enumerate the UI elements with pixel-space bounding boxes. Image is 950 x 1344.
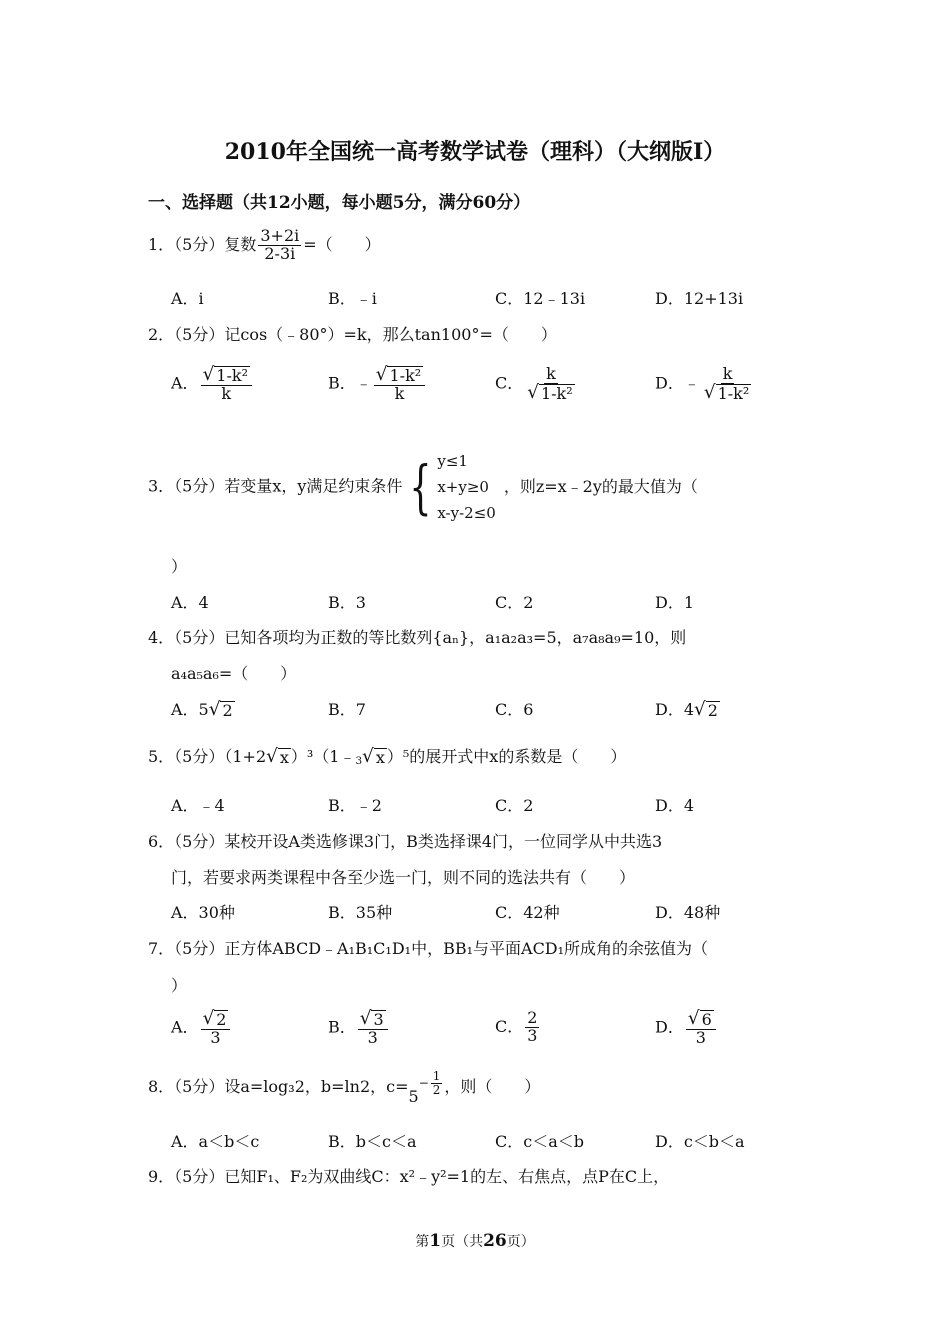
sqrt: √ 3 — [359, 1008, 384, 1030]
question-9-line-1: 9．（5分）已知F₁、F₂为双曲线C：x²﹣y²=1的左、右焦点，点P在C上， — [148, 1167, 670, 1186]
sqrt: √ 2 — [202, 1008, 227, 1030]
option-a: A．﹣4 — [171, 796, 225, 815]
option-b: B．﹣i — [328, 289, 377, 308]
constraint-1: y≤1 — [437, 452, 468, 470]
option-a: A．a＜b＜c — [171, 1132, 260, 1151]
option-label: A．5 — [171, 700, 209, 719]
fraction-denominator — [525, 381, 576, 403]
option-b — [328, 1010, 390, 1046]
fraction-numerator — [374, 366, 425, 386]
sqrt: √ 6 — [687, 1008, 712, 1030]
fraction — [258, 228, 301, 263]
footer-middle: 页（共 — [441, 1234, 484, 1250]
fraction — [358, 1010, 388, 1046]
sqrt: √ 2 — [694, 699, 718, 721]
question-3 — [148, 448, 698, 526]
radicand: 3 — [373, 1010, 384, 1029]
option-label: A． — [171, 373, 199, 393]
sqrt: √ 1-k² — [703, 381, 750, 403]
question-2-text: 2．（5分）记cos（﹣80°）=k，那么tan100°=（ ） — [148, 325, 557, 344]
option-b: B．7 — [328, 700, 366, 719]
question-8-tail: ，则（ ） — [444, 1077, 541, 1096]
radicand: 1-k² — [389, 366, 422, 385]
fraction-numerator: 3+2i — [260, 226, 300, 245]
option-c: C．6 — [495, 700, 534, 719]
radicand: 2 — [222, 701, 233, 721]
fraction — [525, 1010, 539, 1045]
constraint-2: x+y≥0 — [437, 478, 489, 496]
option-label: C． — [495, 1016, 524, 1036]
section-heading: 一、选择题（共12小题，每小题5分，满分60分） — [148, 193, 531, 213]
question-8-text: 8．（5分）设a=log₃2，b=ln2，c= — [148, 1077, 409, 1096]
option-b — [328, 366, 427, 402]
constraint-3: x-y-2≤0 — [437, 504, 496, 522]
option-c: C．42种 — [495, 903, 560, 922]
question-7-line-2: ） — [171, 976, 188, 995]
fraction-numerator — [201, 1010, 231, 1030]
radicand: 6 — [701, 1010, 712, 1029]
fraction-denominator: 3 — [695, 1027, 706, 1047]
fraction-numerator: 1 — [432, 1069, 441, 1083]
option-label: D． — [655, 1017, 684, 1037]
option-d — [655, 697, 720, 720]
fraction — [525, 366, 576, 402]
option-label: B．﹣ — [328, 373, 372, 393]
option-c: C．c＜a＜b — [495, 1132, 584, 1151]
question-1-tail: =（ ） — [303, 234, 381, 254]
fraction-denominator: 3 — [210, 1027, 221, 1047]
question-1 — [148, 228, 381, 263]
fraction-numerator — [358, 1010, 388, 1030]
fraction-numerator — [201, 366, 252, 386]
option-c — [495, 1010, 541, 1045]
option-c: C．2 — [495, 796, 534, 815]
fraction — [686, 1010, 716, 1046]
question-7-line-1: 7．（5分）正方体ABCD﹣A₁B₁C₁D₁中，BB₁与平面ACD₁所成角的余弦值为（ — [148, 939, 709, 958]
option-a: A．i — [171, 289, 204, 308]
sqrt: √ 1-k² — [202, 364, 248, 386]
question-6-line-1: 6．（5分）某校开设A类选修课3门，B类选择课4门，一位同学从中共选3 — [148, 832, 663, 851]
option-label: D．4 — [655, 700, 695, 719]
option-d — [655, 1010, 718, 1046]
fraction — [374, 366, 425, 402]
question-3-tail: ，则z=x﹣2y的最大值为（ — [503, 476, 698, 496]
option-a — [171, 1010, 232, 1046]
option-d — [655, 366, 755, 402]
radicand: 2 — [216, 1010, 227, 1029]
cube-root: 3 √ x — [355, 746, 385, 768]
total-pages: 26 — [483, 1231, 507, 1251]
fraction-numerator: k — [722, 364, 733, 383]
option-a: A．30种 — [171, 903, 235, 922]
option-label: B． — [328, 1017, 356, 1037]
option-b: B．b＜c＜a — [328, 1132, 417, 1151]
footer-prefix: 第 — [415, 1234, 430, 1250]
radicand: 2 — [707, 701, 718, 721]
question-6-line-2: 门，若要求两类课程中各至少选一门，则不同的选法共有（ ） — [171, 868, 636, 887]
option-label: D．﹣ — [655, 373, 700, 393]
footer-suffix: 页） — [506, 1234, 535, 1250]
question-3-continuation: ） — [171, 557, 188, 576]
sqrt: √ 1-k² — [375, 364, 422, 386]
fraction-numerator: 2 — [527, 1008, 538, 1027]
fraction-denominator: 3 — [367, 1027, 378, 1047]
power-exponent — [419, 1070, 445, 1096]
exponent-sign: − — [418, 1076, 429, 1091]
fraction — [431, 1070, 443, 1096]
page-title: 2010年全国统一高考数学试卷（理科）（大纲版Ⅰ） — [224, 139, 726, 165]
root-index: 3 — [355, 754, 363, 767]
fraction-numerator — [686, 1010, 716, 1030]
option-d: D．c＜b＜a — [655, 1132, 745, 1151]
question-5-tail: ）⁵的展开式中x的系数是（ ） — [386, 747, 627, 766]
radicand: 1-k² — [717, 383, 750, 403]
radicand: 1-k² — [216, 366, 248, 385]
sqrt: √ 2 — [208, 699, 233, 721]
fraction-denominator: k — [394, 383, 405, 403]
option-label: C． — [495, 373, 524, 393]
option-label: A． — [171, 1017, 199, 1037]
question-4-line-1: 4．（5分）已知各项均为正数的等比数列{aₙ}，a₁a₂a₃=5，a₇a₈a₉=10，则 — [148, 628, 687, 647]
radicand: 1-k² — [540, 383, 573, 403]
option-a — [171, 366, 254, 402]
option-d: D．4 — [655, 796, 695, 815]
constraint-system: { y≤1 x+y≥0 x-y-2≤0 — [402, 448, 495, 526]
fraction — [702, 366, 753, 402]
option-d: D．48种 — [655, 903, 721, 922]
fraction-denominator: 2 — [432, 1082, 441, 1097]
page-number: 1 — [429, 1231, 442, 1251]
question-5-mid: ）³（1﹣ — [290, 747, 356, 766]
option-d: D．12+13i — [655, 289, 744, 308]
question-5 — [148, 744, 626, 767]
fraction-denominator: 2-3i — [264, 243, 296, 263]
option-c: C．2 — [495, 593, 534, 612]
option-b: B．3 — [328, 593, 366, 612]
fraction — [201, 1010, 231, 1046]
question-4-line-2: a₄a₅a₆=（ ） — [171, 664, 297, 683]
fraction-denominator: k — [221, 383, 232, 403]
option-b: B．35种 — [328, 903, 393, 922]
power-base: 5 — [408, 1087, 419, 1106]
fraction-numerator: k — [546, 364, 556, 383]
radicand: x — [279, 748, 289, 768]
question-3-text: 3．（5分）若变量x，y满足约束条件 — [148, 476, 403, 496]
option-c: C．12﹣13i — [495, 289, 586, 308]
question-5-text: 5．（5分）（1+2 — [148, 747, 267, 766]
option-b: B．﹣2 — [328, 796, 382, 815]
fraction — [201, 366, 252, 402]
sqrt: √ x — [266, 746, 289, 768]
sqrt: √ 1-k² — [527, 381, 573, 403]
question-1-text: 1．（5分）复数 — [148, 234, 257, 254]
option-c — [495, 366, 579, 402]
fraction-denominator: 3 — [527, 1025, 538, 1045]
option-d: D．1 — [655, 593, 695, 612]
option-a: A．4 — [171, 593, 209, 612]
question-8 — [148, 1069, 541, 1106]
fraction-denominator — [702, 381, 753, 403]
page-footer — [0, 1231, 950, 1251]
option-a — [171, 697, 235, 720]
radicand: x — [375, 748, 385, 768]
